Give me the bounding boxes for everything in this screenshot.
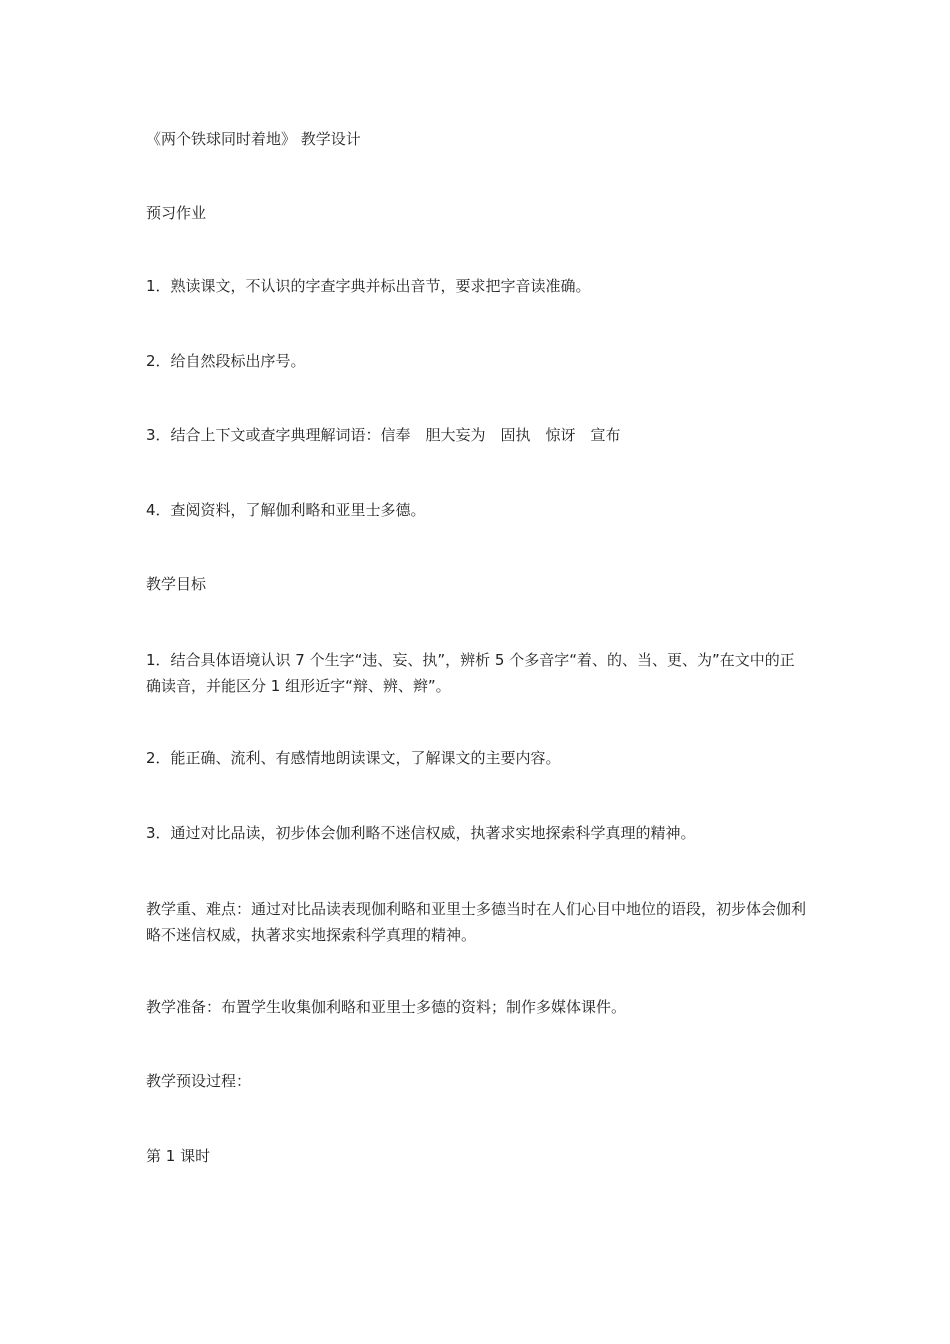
preview-heading: 预习作业 xyxy=(146,204,207,222)
goal-item: 2．能正确、流利、有感情地朗读课文，了解课文的主要内容。 xyxy=(146,749,561,767)
lesson-label: 第 1 课时 xyxy=(146,1147,211,1165)
goals-heading: 教学目标 xyxy=(146,575,207,593)
key-points-paragraph: 教学重、难点：通过对比品读表现伽利略和亚里士多德当时在人们心目中地位的语段，初步体会伽利略不迷信权威，执著求实地探索科学真理的精神。 xyxy=(146,900,807,944)
preview-item: 2．给自然段标出序号。 xyxy=(146,352,306,370)
preview-item: 3．结合上下文或查字典理解词语：信奉 胆大妄为 固执 惊讶 宣布 xyxy=(146,426,621,444)
goal-item: 1．结合具体语境认识 7 个生字“违、妄、执”，辨析 5 个多音字“着、的、当、更、为”在文中的正确读音，并能区分 1 组形近字“辩、辨、辫”。 xyxy=(146,651,795,695)
preview-item: 4．查阅资料，了解伽利略和亚里士多德。 xyxy=(146,501,426,519)
preview-item: 1．熟读课文，不认识的字查字典并标出音节，要求把字音读准确。 xyxy=(146,277,591,295)
process-heading: 教学预设过程： xyxy=(146,1072,252,1090)
preparation-paragraph: 教学准备：布置学生收集伽利略和亚里士多德的资料；制作多媒体课件。 xyxy=(146,998,627,1016)
goal-item: 3．通过对比品读，初步体会伽利略不迷信权威，执著求实地探索科学真理的精神。 xyxy=(146,824,696,842)
document-title: 《两个铁球同时着地》 教学设计 xyxy=(146,130,361,148)
